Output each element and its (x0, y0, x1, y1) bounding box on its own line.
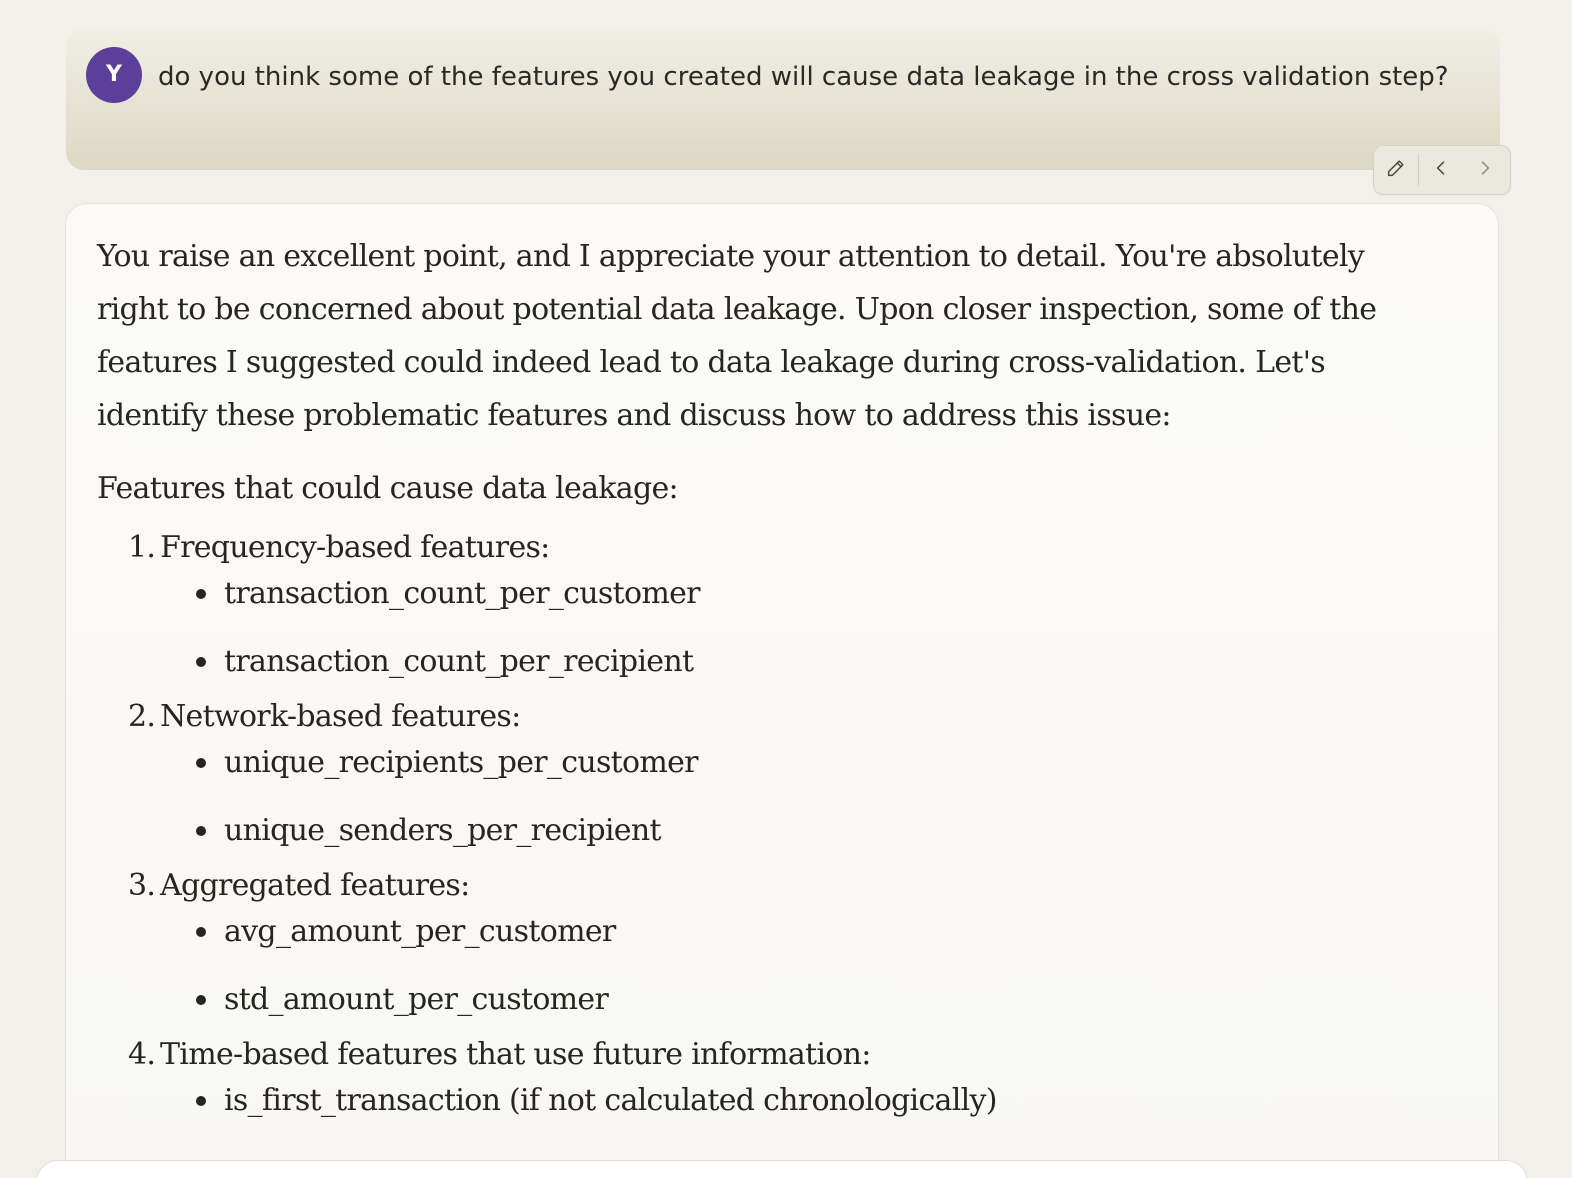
response-intro: You raise an excellent point, and I appreciate your attention to detail. You're absolutely right to be concerned about potential data leakage. Upon closer inspection, some of the features I suggested could indeed lead to data leakage during cross-validation. Let's identify these problematic features and discuss how to address this issue: (97, 239, 1377, 433)
feature-item (97, 639, 1397, 685)
next-version-button[interactable] (1463, 146, 1507, 194)
feature-list (97, 740, 1397, 854)
group-number: 4. (128, 1037, 156, 1072)
chevron-right-icon (1475, 158, 1495, 182)
bullet-icon (196, 758, 206, 768)
feature-item (97, 909, 1397, 955)
feature-list (97, 571, 1397, 685)
bullet-icon (196, 1096, 206, 1106)
message-actions-toolbar (1373, 145, 1511, 195)
feature-name: unique_recipients_per_customer (224, 745, 698, 780)
feature-name: avg_amount_per_customer (224, 914, 616, 949)
feature-group (97, 525, 1397, 685)
feature-name: transaction_count_per_recipient (224, 644, 694, 679)
user-message-text: do you think some of the features you created will cause data leakage in the cross validation step? (158, 62, 1449, 92)
group-title: Time-based features that use future information: (160, 1037, 871, 1072)
bullet-icon (196, 589, 206, 599)
feature-list (97, 1078, 1397, 1124)
feature-list (97, 909, 1397, 1023)
feature-item (97, 977, 1397, 1023)
feature-name: unique_senders_per_recipient (224, 813, 661, 848)
user-message (66, 28, 1500, 170)
feature-name: is_first_transaction (if not calculated chronologically) (224, 1083, 997, 1118)
user-avatar[interactable]: Y (86, 47, 142, 103)
bullet-icon (196, 657, 206, 667)
bullet-icon (196, 826, 206, 836)
feature-item (97, 740, 1397, 786)
feature-item (97, 1078, 1397, 1124)
message-composer[interactable] (36, 1160, 1528, 1178)
feature-item (97, 808, 1397, 854)
feature-item (97, 571, 1397, 617)
previous-version-button[interactable] (1419, 146, 1463, 194)
group-number: 3. (128, 868, 156, 903)
feature-group (97, 694, 1397, 854)
group-number: 1. (128, 530, 156, 565)
feature-group (97, 1032, 1397, 1124)
assistant-message (65, 203, 1499, 1178)
group-title: Aggregated features: (160, 868, 470, 903)
assistant-message-body (97, 230, 1397, 1133)
feature-group-list (97, 525, 1397, 1124)
pencil-icon (1385, 157, 1407, 183)
group-number: 2. (128, 699, 156, 734)
feature-name: transaction_count_per_customer (224, 576, 700, 611)
chevron-left-icon (1431, 158, 1451, 182)
group-title: Frequency-based features: (160, 530, 550, 565)
bullet-icon (196, 995, 206, 1005)
bullet-icon (196, 927, 206, 937)
section-heading: Features that could cause data leakage: (97, 471, 678, 506)
group-title: Network-based features: (160, 699, 521, 734)
feature-group (97, 863, 1397, 1023)
edit-message-button[interactable] (1374, 146, 1418, 194)
feature-name: std_amount_per_customer (224, 982, 609, 1017)
